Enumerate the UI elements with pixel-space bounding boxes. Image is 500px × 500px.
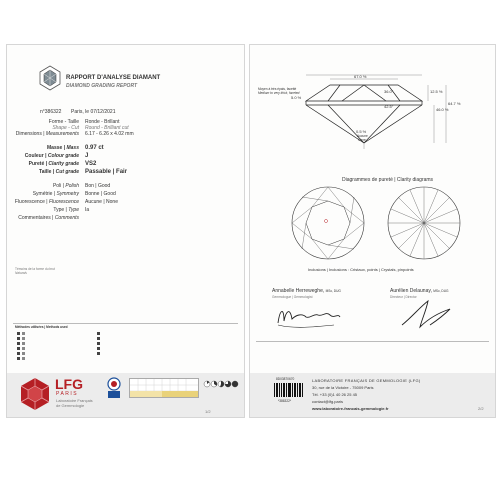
field-label (25, 153, 79, 159)
proportions-diagram (250, 45, 495, 155)
field-label (33, 191, 79, 197)
total-depth: 64.7 % (448, 101, 461, 106)
report-page-1 (6, 44, 245, 418)
legend-row (97, 346, 102, 350)
field-label-fr: Forme - Taille (48, 119, 79, 125)
crown-height: 12.5 % (430, 89, 443, 94)
field-label-en: Clarity grade (48, 161, 79, 167)
legend-row (17, 346, 27, 350)
field-label (39, 169, 79, 175)
page-number: 2/2 (478, 406, 484, 411)
barcode-icon (274, 383, 304, 397)
field-label (53, 207, 79, 213)
lab-email: contact@lfg.paris (312, 399, 343, 404)
comment-text: Témoins de la forme du brut (15, 267, 55, 271)
divider (256, 341, 489, 342)
field-value: 6.17 - 6.26 x 4.02 mm (85, 131, 134, 137)
pavilion-depth: 46.0 % (436, 107, 449, 112)
separator: | (52, 191, 57, 197)
signer2-name-text: Aurélien Delaunay, (390, 288, 432, 294)
field-value: J (85, 152, 89, 159)
logo-sub2: de Gemmologie (56, 403, 85, 408)
legend-row (97, 331, 102, 335)
report-number: n°386322 (40, 109, 62, 115)
field-label-en: Symmetry (56, 191, 79, 197)
pie-scale (203, 379, 239, 403)
culet-label: Aucune (357, 134, 368, 138)
page-footer (250, 373, 495, 417)
separator: | (64, 207, 69, 213)
page-number: 1/2 (205, 409, 211, 414)
lab-website: www.laboratoire-francais-gemmologie.fr (312, 406, 389, 411)
signer2-cred: MSc, DUG (433, 289, 449, 293)
signer1-name (272, 288, 341, 294)
inclusions-text: Inclusions | Inclusions : Cristaux, points | Crystals, pinpoints (308, 267, 414, 272)
signer2-name (390, 288, 449, 294)
field-label-en: Comments (54, 215, 79, 221)
pie-fill (232, 381, 238, 387)
table-pct: 67.0 % (354, 74, 367, 79)
crown-angle: 36.0° (384, 89, 394, 94)
field-label-en: Type (68, 207, 79, 213)
report-title: RAPPORT D'ANALYSE DIAMANT (66, 75, 161, 81)
field-label-fr: Pureté (28, 161, 45, 167)
field-label-en: Shape - Cut (52, 125, 79, 131)
field-value: Ronde - Brillant (85, 119, 120, 125)
legend-row (17, 341, 27, 345)
scale-grid (130, 379, 198, 397)
field-label-fr: Fluorescence (14, 199, 45, 205)
separator: | (51, 169, 56, 175)
field-value: Ia (85, 207, 90, 213)
clarity-title: Diagrammes de pureté | Clarity diagrams (342, 177, 434, 183)
signer1-role: Gemmologue | Gemmologist (272, 295, 313, 299)
logo-paris: PARIS (56, 391, 79, 397)
field-label-fr: Poli (52, 183, 62, 189)
clarity-diagram-pavilion (386, 185, 462, 261)
clarity-diagram-crown (290, 185, 366, 261)
field-value: Aucune | None (85, 199, 118, 205)
hexagon-gem-icon (19, 377, 51, 411)
field-label (29, 161, 79, 167)
fluorescence-scale (203, 379, 239, 408)
girdle-label: Moyen à très épais, facetté (258, 87, 297, 91)
separator: | (44, 199, 49, 205)
field-label-en: Cut grade (55, 169, 79, 175)
legend-row (97, 351, 102, 355)
barcode-id: 8D03870670 (276, 377, 295, 381)
separator: | (62, 145, 67, 151)
field-label-fr: Couleur (24, 153, 44, 159)
culet-label-en: None (358, 138, 366, 142)
page-footer (7, 373, 244, 417)
signer2-role: Directeur | Director (390, 295, 417, 299)
logo-sub1: Laboratoire Français (56, 398, 93, 403)
barcode-text: *386322* (278, 399, 292, 403)
legend-row (17, 351, 27, 355)
report-page-2 (249, 44, 496, 418)
signer1-cred: MSc, DUG (325, 289, 341, 293)
methods-title: Méthodes utilisées | Methods used (15, 325, 68, 329)
field-label-en: Polish (65, 183, 79, 189)
accreditation-badge-icon (107, 377, 121, 399)
logo-text: LFG (55, 376, 83, 392)
field-label-en: Colour grade (47, 153, 79, 159)
field-label (47, 145, 79, 151)
field-label-en: Fluorescence (48, 199, 79, 205)
signature-herreweghe (274, 301, 344, 331)
legend-row (17, 336, 27, 340)
field-value: VS2 (85, 160, 97, 167)
field-label-en: Mass (66, 145, 79, 151)
field-label-fr: Symétrie (32, 191, 53, 197)
legend-row (17, 356, 27, 360)
separator: | (43, 153, 48, 159)
field-label-en: Measurements (45, 131, 79, 137)
field-label-fr: Commentaires (18, 215, 51, 221)
field-value: Bonne | Good (85, 191, 116, 197)
field-value: Bon | Good (85, 183, 111, 189)
field-label-fr: Type (53, 207, 65, 213)
field-label-fr: Taille (39, 169, 52, 175)
field-value: Passable | Fair (85, 168, 128, 175)
field-label (15, 199, 79, 205)
pavilion-angle: 42.5° (384, 104, 394, 109)
separator: | (61, 183, 66, 189)
field-label-fr: Dimensions (15, 131, 42, 137)
lab-address: 30, rue de la Victoire - 75009 Paris (312, 385, 374, 390)
legend-row (97, 341, 102, 345)
field-label-fr: Masse (47, 145, 63, 151)
field-label (16, 131, 79, 137)
separator: | (50, 215, 55, 221)
girdle-pct: 5.0 % (291, 95, 302, 100)
girdle-label-en: Medium to very thick, faceted (258, 91, 300, 95)
field-value-en: Round - Brilliant cut (85, 125, 129, 131)
comment-text-en: Naturals (15, 271, 27, 275)
divider (13, 323, 238, 324)
field-label (18, 215, 79, 221)
field-label (53, 183, 79, 189)
separator: | (44, 161, 49, 167)
field-value: 0.97 ct (85, 144, 104, 151)
lab-name: LABORATOIRE FRANÇAIS DE GEMMOLOGIE (LFG) (312, 378, 421, 383)
colour-scale-table (129, 378, 199, 398)
legend-row (17, 331, 27, 335)
lab-phone: Tél. +33 (0)1 40 26 25 45 (312, 392, 358, 397)
culet-pct: 0.5 % (356, 129, 367, 134)
separator: | (41, 131, 46, 137)
diamond-emblem-icon (37, 65, 63, 91)
report-subtitle: DIAMOND GRADING REPORT (66, 83, 138, 89)
report-date: Paris, le 07/12/2021 (71, 109, 116, 115)
legend-row (97, 336, 102, 340)
signer1-name-text: Annabelle Herreweghe, (272, 288, 325, 294)
signature-delaunay (398, 297, 458, 331)
